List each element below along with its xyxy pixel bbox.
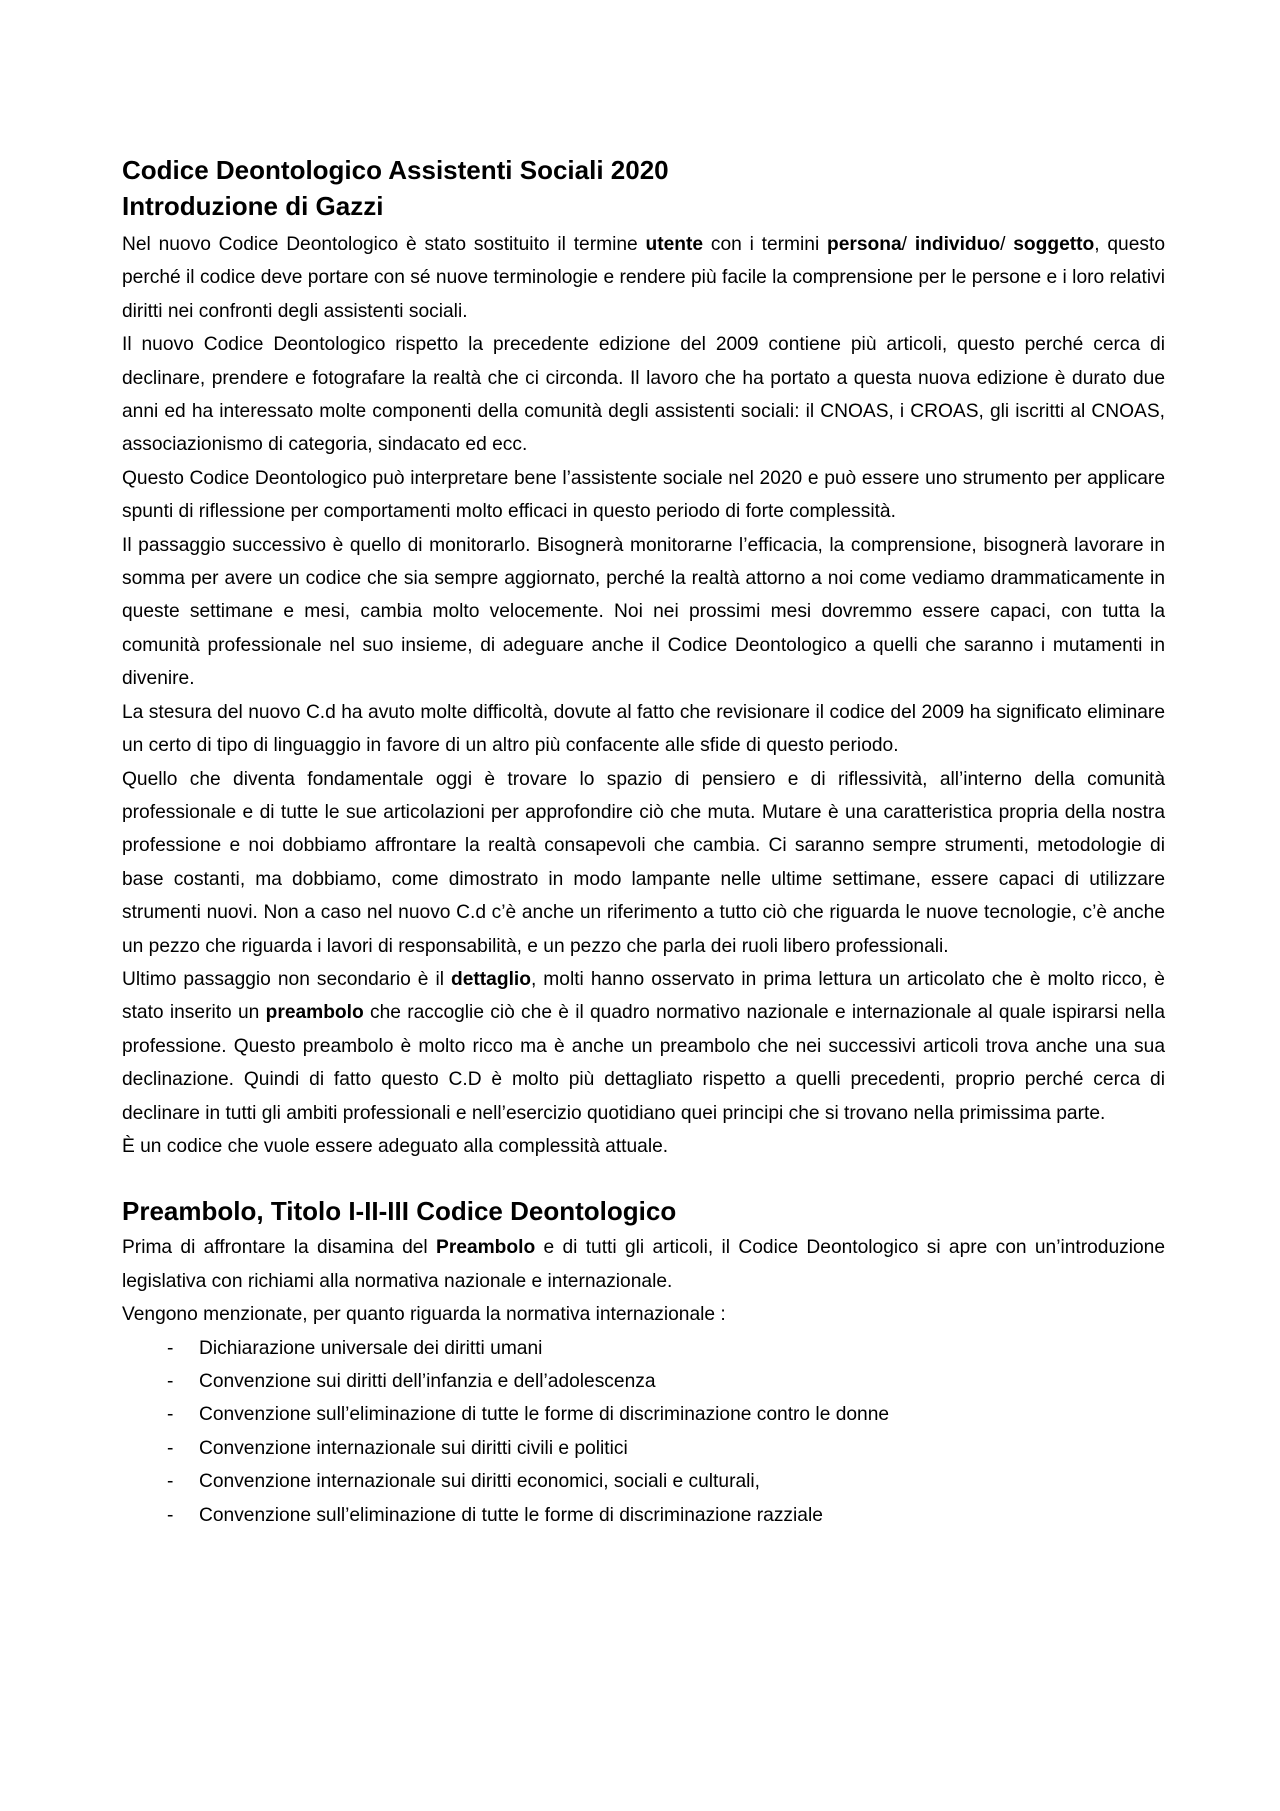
list-item: - Convenzione sull’eliminazione di tutte le forme di discriminazione razziale [167, 1499, 1165, 1532]
paragraph: Ultimo passaggio non secondario è il dettaglio, molti hanno osservato in prima lettura un articolato che è molto ricco, è stato inserito un preambolo che raccoglie ciò che è il quadro normativo nazionale e internazionale al quale ispirarsi nella professione. Questo preambolo è molto ricco ma è anche un preambolo che nei successivi articoli trova anche una sua declinazione. Quindi di fatto questo C.D è molto più dettagliato rispetto a quelli precedenti, proprio perché cerca di declinare in tutti gli ambiti professionali e nell’esercizio quotidiano quei principi che si trovano nella primissima parte. [122, 968, 1165, 1124]
paragraph: È un codice che vuole essere adeguato alla complessità attuale. [122, 1135, 669, 1157]
paragraph: Vengono menzionate, per quanto riguarda la normativa internazionale : [122, 1304, 726, 1326]
international-norms-list [122, 1332, 1165, 1532]
section-heading: Preambolo, Titolo I-II-III Codice Deontologico [122, 1196, 677, 1227]
document-title: Codice Deontologico Assistenti Sociali 2020 [122, 155, 669, 185]
paragraph: Il nuovo Codice Deontologico rispetto la precedente edizione del 2009 contiene più articoli, questo perché cerca di declinare, prendere e fotografare la realtà che ci circonda. Il lavoro che ha portato a questa nuova edizione è durato due anni ed ha interessato molte componenti della comunità degli assistenti sociali: il CNOAS, i CROAS, gli iscritti al CNOAS, associazionismo di categoria, sindacato ed ecc. [122, 334, 1165, 456]
list-item: - Convenzione internazionale sui diritti civili e politici [167, 1432, 1165, 1465]
document-subtitle: Introduzione di Gazzi [122, 191, 384, 221]
list-item: - Convenzione sull’eliminazione di tutte le forme di discriminazione contro le donne [167, 1398, 1165, 1431]
paragraph: La stesura del nuovo C.d ha avuto molte difficoltà, dovute al fatto che revisionare il codice del 2009 ha significato eliminare un certo di tipo di linguaggio in favore di un altro più confacente alle sfide di questo periodo. [122, 701, 1165, 757]
list-item: - Dichiarazione universale dei diritti umani [167, 1332, 1165, 1365]
paragraph: Nel nuovo Codice Deontologico è stato sostituito il termine utente con i termini persona/ individuo/ soggetto, questo perché il codice deve portare con sé nuove terminologie e rendere più facile la comprensione per le persone e i loro relativi diritti nei confronti degli assistenti sociali. [122, 234, 1165, 322]
paragraph: Questo Codice Deontologico può interpretare bene l’assistente sociale nel 2020 e può essere uno strumento per applicare spunti di riflessione per comportamenti molto efficaci in questo periodo di forte complessità. [122, 467, 1165, 523]
document-page [122, 152, 1165, 1532]
paragraph: Il passaggio successivo è quello di monitorarlo. Bisognerà monitorarne l’efficacia, la comprensione, bisognerà lavorare in somma per avere un codice che sia sempre aggiornato, perché la realtà attorno a noi come vediamo drammaticamente in queste settimane e mesi, cambia molto velocemente. Noi nei prossimi mesi dovremmo essere capaci, con tutta la comunità professionale nel suo insieme, di adeguare anche il Codice Deontologico a quelli che saranno i mutamenti in divenire. [122, 534, 1165, 690]
paragraph: Quello che diventa fondamentale oggi è trovare lo spazio di pensiero e di riflessività, all’interno della comunità professionale e di tutte le sue articolazioni per approfondire ciò che muta. Mutare è una caratteristica propria della nostra professione e noi dobbiamo affrontare la realtà consapevoli che cambia. Ci saranno sempre strumenti, metodologie di base costanti, ma dobbiamo, come dimostrato in modo lampante nelle ultime settimane, essere capaci di utilizzare strumenti nuovi. Non a caso nel nuovo C.d c’è anche un riferimento a tutto ciò che riguarda le nuove tecnologie, c’è anche un pezzo che riguarda i lavori di responsabilità, e un pezzo che parla dei ruoli libero professionali. [122, 768, 1165, 957]
list-item: - Convenzione sui diritti dell’infanzia e dell’adolescenza [167, 1365, 1165, 1398]
paragraph: Prima di affrontare la disamina del Preambolo e di tutti gli articoli, il Codice Deontologico si apre con un’introduzione legislativa con richiami alla normativa nazionale e internazionale. [122, 1237, 1165, 1292]
list-item: - Convenzione internazionale sui diritti economici, sociali e culturali, [167, 1465, 1165, 1498]
